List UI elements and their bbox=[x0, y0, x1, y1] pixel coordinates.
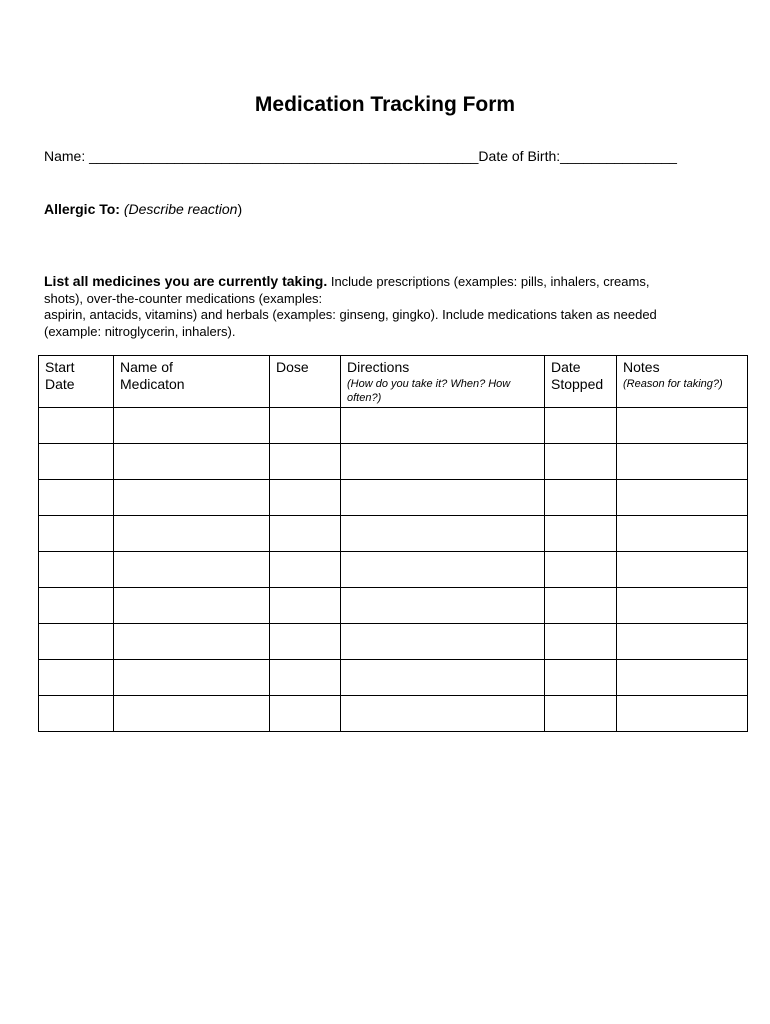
cell-name-of-medication[interactable] bbox=[114, 444, 270, 480]
header-label: Stopped bbox=[551, 376, 604, 392]
cell-date-stopped[interactable] bbox=[545, 408, 617, 444]
instructions-line-4: (example: nitroglycerin, inhalers). bbox=[44, 323, 236, 339]
cell-date-stopped[interactable] bbox=[545, 696, 617, 732]
cell-notes[interactable] bbox=[617, 444, 748, 480]
column-header-date-stopped bbox=[545, 356, 617, 408]
cell-date-stopped[interactable] bbox=[545, 660, 617, 696]
column-header-start-date bbox=[39, 356, 114, 408]
cell-date-stopped[interactable] bbox=[545, 480, 617, 516]
name-and-dob-line[interactable]: Name: __________________________________________________Date of Birth:_______________ bbox=[44, 148, 677, 164]
allergic-hint: (Describe reaction bbox=[123, 201, 238, 217]
cell-notes[interactable] bbox=[617, 516, 748, 552]
cell-start-date[interactable] bbox=[39, 624, 114, 660]
cell-date-stopped[interactable] bbox=[545, 588, 617, 624]
cell-directions[interactable] bbox=[341, 624, 545, 660]
cell-notes[interactable] bbox=[617, 552, 748, 588]
cell-date-stopped[interactable] bbox=[545, 624, 617, 660]
cell-directions[interactable] bbox=[341, 552, 545, 588]
instructions bbox=[44, 273, 734, 340]
cell-date-stopped[interactable] bbox=[545, 444, 617, 480]
cell-dose[interactable] bbox=[270, 588, 341, 624]
instructions-line-3: aspirin, antacids, vitamins) and herbals (examples: ginseng, gingko). Include medications taken as needed bbox=[44, 307, 657, 322]
table-header-row bbox=[39, 356, 748, 408]
cell-name-of-medication[interactable] bbox=[114, 552, 270, 588]
table-row bbox=[39, 516, 748, 552]
header-label: Notes bbox=[623, 359, 660, 375]
cell-name-of-medication[interactable] bbox=[114, 696, 270, 732]
cell-dose[interactable] bbox=[270, 696, 341, 732]
table-row bbox=[39, 588, 748, 624]
cell-dose[interactable] bbox=[270, 624, 341, 660]
table-row bbox=[39, 660, 748, 696]
table-row bbox=[39, 624, 748, 660]
instructions-line-1-rest: Include prescriptions (examples: pills, inhalers, creams, bbox=[327, 274, 650, 289]
cell-dose[interactable] bbox=[270, 408, 341, 444]
medication-table-body bbox=[39, 408, 748, 732]
cell-notes[interactable] bbox=[617, 696, 748, 732]
cell-notes[interactable] bbox=[617, 660, 748, 696]
cell-dose[interactable] bbox=[270, 444, 341, 480]
header-hint: (How do you take it? When? How often?) bbox=[347, 378, 511, 404]
cell-start-date[interactable] bbox=[39, 660, 114, 696]
table-row bbox=[39, 696, 748, 732]
header-label: Date bbox=[45, 376, 75, 392]
cell-directions[interactable] bbox=[341, 408, 545, 444]
table-row bbox=[39, 444, 748, 480]
cell-notes[interactable] bbox=[617, 624, 748, 660]
cell-dose[interactable] bbox=[270, 660, 341, 696]
cell-name-of-medication[interactable] bbox=[114, 480, 270, 516]
cell-directions[interactable] bbox=[341, 660, 545, 696]
header-label: Name of bbox=[120, 359, 173, 375]
cell-date-stopped[interactable] bbox=[545, 552, 617, 588]
cell-notes[interactable] bbox=[617, 588, 748, 624]
cell-start-date[interactable] bbox=[39, 480, 114, 516]
header-hint: (Reason for taking?) bbox=[623, 378, 723, 390]
cell-directions[interactable] bbox=[341, 516, 545, 552]
cell-start-date[interactable] bbox=[39, 444, 114, 480]
header-label: Date bbox=[551, 359, 581, 375]
cell-start-date[interactable] bbox=[39, 516, 114, 552]
cell-start-date[interactable] bbox=[39, 696, 114, 732]
instructions-line-2: shots), over-the-counter medications (examples: bbox=[44, 290, 323, 306]
allergic-hint-close: ) bbox=[237, 201, 243, 217]
cell-directions[interactable] bbox=[341, 696, 545, 732]
cell-directions[interactable] bbox=[341, 588, 545, 624]
cell-notes[interactable] bbox=[617, 480, 748, 516]
cell-notes[interactable] bbox=[617, 408, 748, 444]
column-header-name-of-medication bbox=[114, 356, 270, 408]
cell-dose[interactable] bbox=[270, 552, 341, 588]
cell-directions[interactable] bbox=[341, 444, 545, 480]
table-row bbox=[39, 408, 748, 444]
allergic-to-line[interactable] bbox=[44, 201, 242, 217]
medication-table bbox=[38, 355, 748, 732]
cell-date-stopped[interactable] bbox=[545, 516, 617, 552]
cell-name-of-medication[interactable] bbox=[114, 408, 270, 444]
cell-name-of-medication[interactable] bbox=[114, 588, 270, 624]
cell-start-date[interactable] bbox=[39, 408, 114, 444]
instructions-line-1 bbox=[44, 273, 734, 291]
column-header-notes bbox=[617, 356, 748, 408]
table-row bbox=[39, 552, 748, 588]
cell-dose[interactable] bbox=[270, 516, 341, 552]
cell-start-date[interactable] bbox=[39, 588, 114, 624]
allergic-label: Allergic To: bbox=[44, 201, 120, 217]
header-label: Directions bbox=[347, 359, 410, 375]
cell-dose[interactable] bbox=[270, 480, 341, 516]
cell-start-date[interactable] bbox=[39, 552, 114, 588]
table-row bbox=[39, 480, 748, 516]
cell-directions[interactable] bbox=[341, 480, 545, 516]
instructions-lead: List all medicines you are currently taking. bbox=[44, 273, 328, 289]
header-label: Medicaton bbox=[120, 376, 185, 392]
column-header-directions bbox=[341, 356, 545, 408]
cell-name-of-medication[interactable] bbox=[114, 624, 270, 660]
column-header-dose bbox=[270, 356, 341, 408]
page-title: Medication Tracking Form bbox=[254, 93, 516, 116]
cell-name-of-medication[interactable] bbox=[114, 660, 270, 696]
header-label: Start bbox=[45, 359, 75, 375]
cell-name-of-medication[interactable] bbox=[114, 516, 270, 552]
header-label: Dose bbox=[276, 359, 309, 375]
